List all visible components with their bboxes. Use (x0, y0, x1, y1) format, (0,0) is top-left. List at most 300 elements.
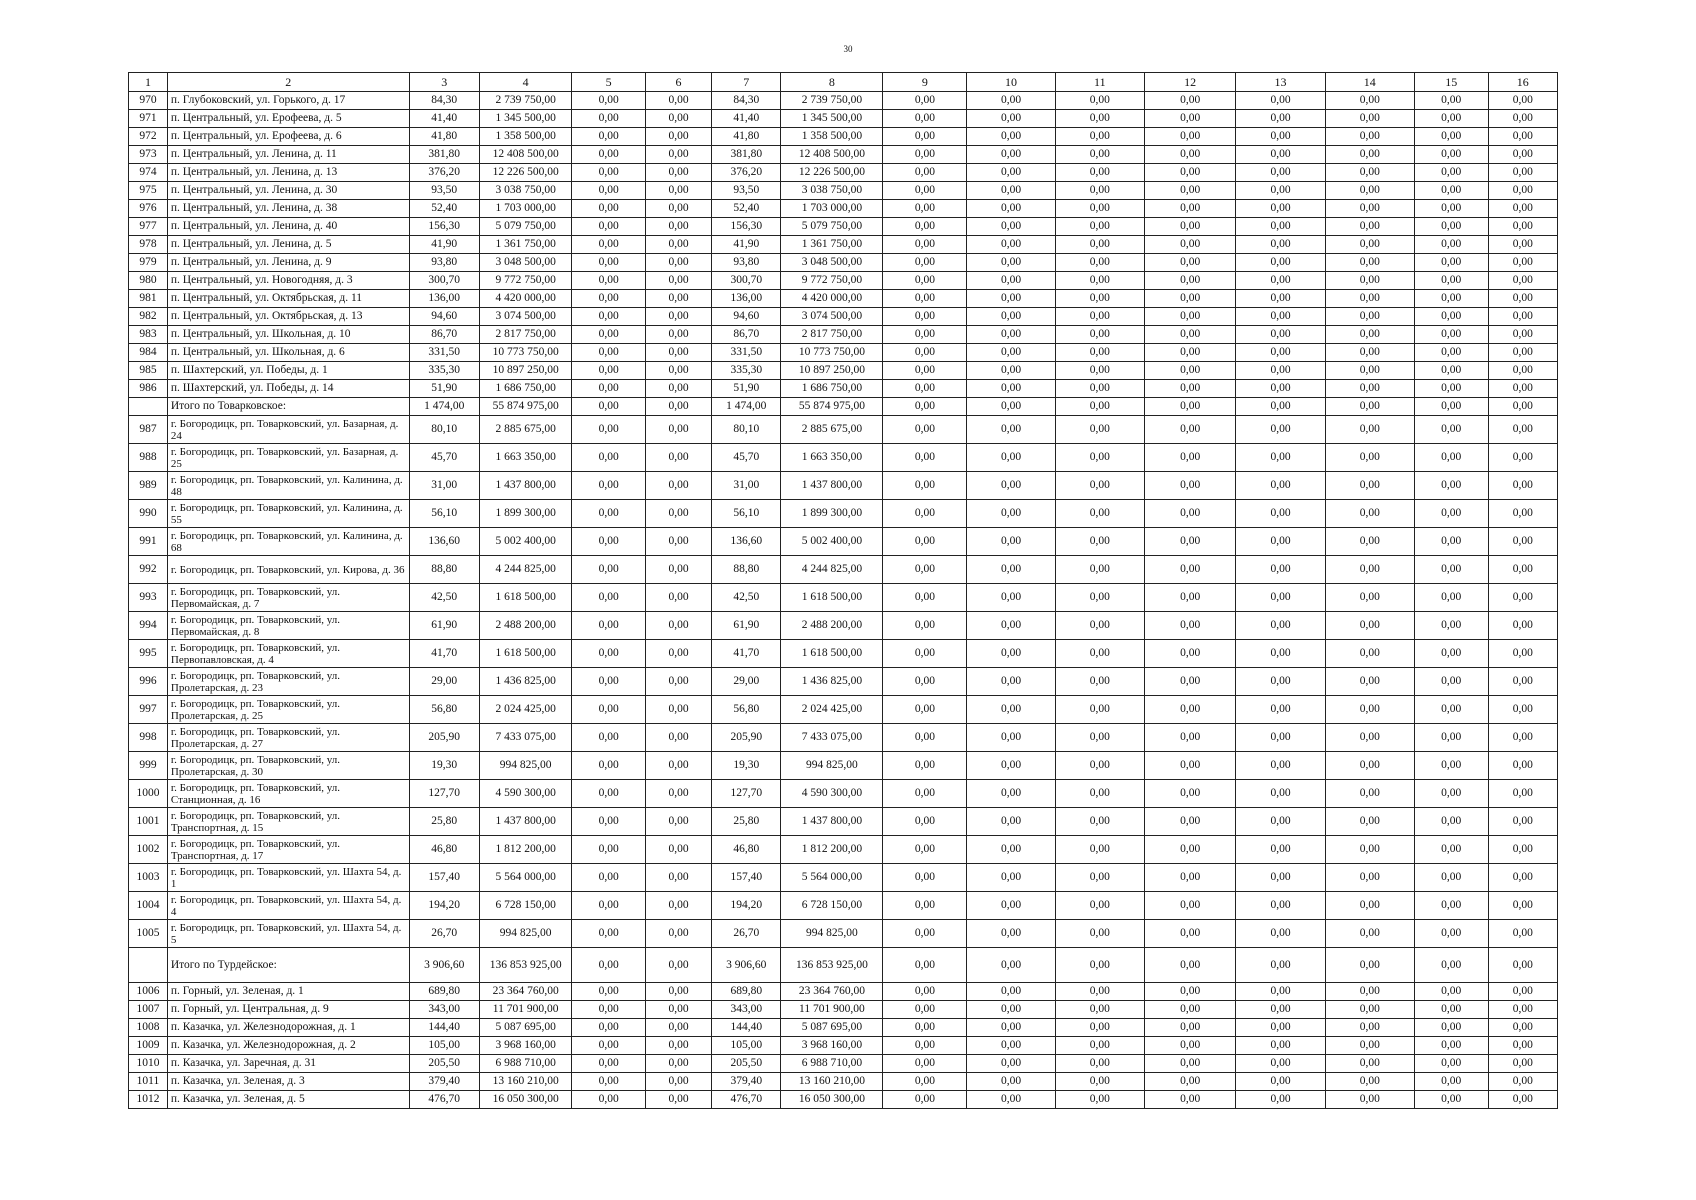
col16-cell: 0,00 (1488, 272, 1558, 290)
col5-cell: 0,00 (572, 724, 646, 752)
col7-cell: 41,70 (712, 640, 781, 668)
col13-cell: 0,00 (1236, 948, 1325, 983)
area-cell: 157,40 (409, 864, 479, 892)
col16-cell: 0,00 (1488, 752, 1558, 780)
cost-cell: 2 739 750,00 (479, 92, 571, 110)
address-cell: п. Центральный, ул. Ерофеева, д. 5 (167, 110, 409, 128)
col15-cell: 0,00 (1414, 236, 1488, 254)
col8-cell: 3 038 750,00 (781, 182, 883, 200)
col8-cell: 1 663 350,00 (781, 444, 883, 472)
col10-cell: 0,00 (967, 500, 1055, 528)
area-cell: 86,70 (409, 326, 479, 344)
row-number: 973 (129, 146, 168, 164)
col10-cell: 0,00 (967, 380, 1055, 398)
address-cell: п. Казачка, ул. Зеленая, д. 3 (167, 1073, 409, 1091)
col10-cell: 0,00 (967, 1019, 1055, 1037)
col11-cell: 0,00 (1055, 1055, 1144, 1073)
col12-cell: 0,00 (1144, 200, 1235, 218)
row-number: 988 (129, 444, 168, 472)
area-cell: 335,30 (409, 362, 479, 380)
col11-cell: 0,00 (1055, 808, 1144, 836)
col13-cell: 0,00 (1236, 236, 1325, 254)
address-cell: п. Центральный, ул. Ленина, д. 38 (167, 200, 409, 218)
col13-cell: 0,00 (1236, 780, 1325, 808)
col13-cell: 0,00 (1236, 92, 1325, 110)
table-row (129, 612, 1558, 640)
col9-cell: 0,00 (883, 612, 967, 640)
column-header: 7 (712, 73, 781, 92)
col12-cell: 0,00 (1144, 1055, 1235, 1073)
col12-cell: 0,00 (1144, 500, 1235, 528)
col13-cell: 0,00 (1236, 668, 1325, 696)
address-cell: п. Центральный, ул. Ерофеева, д. 6 (167, 128, 409, 146)
address-cell: г. Богородицк, рп. Товарковский, ул. Калинина, д. 68 (167, 528, 409, 556)
col12-cell: 0,00 (1144, 612, 1235, 640)
col11-cell: 0,00 (1055, 380, 1144, 398)
area-cell: 19,30 (409, 752, 479, 780)
col9-cell: 0,00 (883, 444, 967, 472)
col13-cell: 0,00 (1236, 864, 1325, 892)
col5-cell: 0,00 (572, 983, 646, 1001)
area-cell: 41,70 (409, 640, 479, 668)
column-header: 3 (409, 73, 479, 92)
table-row (129, 218, 1558, 236)
table-row (129, 290, 1558, 308)
address-cell: п. Шахтерский, ул. Победы, д. 1 (167, 362, 409, 380)
col15-cell: 0,00 (1414, 128, 1488, 146)
col12-cell: 0,00 (1144, 864, 1235, 892)
table-row (129, 528, 1558, 556)
col10-cell: 0,00 (967, 236, 1055, 254)
col16-cell: 0,00 (1488, 1073, 1558, 1091)
col9-cell: 0,00 (883, 584, 967, 612)
col8-cell: 12 226 500,00 (781, 164, 883, 182)
area-cell: 88,80 (409, 556, 479, 584)
col14-cell: 0,00 (1325, 1037, 1414, 1055)
col11-cell: 0,00 (1055, 236, 1144, 254)
col9-cell: 0,00 (883, 640, 967, 668)
table-row (129, 752, 1558, 780)
cost-cell: 1 436 825,00 (479, 668, 571, 696)
col9-cell: 0,00 (883, 1091, 967, 1109)
cost-cell: 994 825,00 (479, 752, 571, 780)
col14-cell: 0,00 (1325, 808, 1414, 836)
col14-cell: 0,00 (1325, 556, 1414, 584)
col7-cell: 689,80 (712, 983, 781, 1001)
area-cell: 205,50 (409, 1055, 479, 1073)
col8-cell: 16 050 300,00 (781, 1091, 883, 1109)
col15-cell: 0,00 (1414, 808, 1488, 836)
table-body (129, 73, 1558, 1109)
col5-cell: 0,00 (572, 612, 646, 640)
col13-cell: 0,00 (1236, 290, 1325, 308)
col6-cell: 0,00 (645, 444, 711, 472)
col16-cell: 0,00 (1488, 326, 1558, 344)
col8-cell: 1 361 750,00 (781, 236, 883, 254)
col13-cell: 0,00 (1236, 362, 1325, 380)
col6-cell: 0,00 (645, 948, 711, 983)
col12-cell: 0,00 (1144, 1019, 1235, 1037)
area-cell: 205,90 (409, 724, 479, 752)
area-cell: 194,20 (409, 892, 479, 920)
column-header: 15 (1414, 73, 1488, 92)
address-cell: г. Богородицк, рп. Товарковский, ул. Базарная, д. 24 (167, 416, 409, 444)
col15-cell: 0,00 (1414, 892, 1488, 920)
col7-cell: 52,40 (712, 200, 781, 218)
col16-cell: 0,00 (1488, 696, 1558, 724)
col11-cell: 0,00 (1055, 500, 1144, 528)
col16-cell: 0,00 (1488, 1037, 1558, 1055)
address-cell: п. Глубоковский, ул. Горького, д. 17 (167, 92, 409, 110)
col16-cell: 0,00 (1488, 110, 1558, 128)
col13-cell: 0,00 (1236, 1037, 1325, 1055)
table-row (129, 584, 1558, 612)
col9-cell: 0,00 (883, 272, 967, 290)
col10-cell: 0,00 (967, 254, 1055, 272)
col6-cell: 0,00 (645, 110, 711, 128)
col12-cell: 0,00 (1144, 1001, 1235, 1019)
table-row (129, 344, 1558, 362)
cost-cell: 2 024 425,00 (479, 696, 571, 724)
col13-cell: 0,00 (1236, 983, 1325, 1001)
col6-cell: 0,00 (645, 182, 711, 200)
address-cell: г. Богородицк, рп. Товарковский, ул. Кирова, д. 36 (167, 556, 409, 584)
table-row (129, 1001, 1558, 1019)
address-cell: г. Богородицк, рп. Товарковский, ул. Шахта 54, д. 5 (167, 920, 409, 948)
address-cell: п. Центральный, ул. Ленина, д. 9 (167, 254, 409, 272)
cost-cell: 1 618 500,00 (479, 584, 571, 612)
row-number: 1011 (129, 1073, 168, 1091)
column-header: 6 (645, 73, 711, 92)
col10-cell: 0,00 (967, 110, 1055, 128)
col9-cell: 0,00 (883, 948, 967, 983)
col15-cell: 0,00 (1414, 612, 1488, 640)
col6-cell: 0,00 (645, 92, 711, 110)
col7-cell: 41,80 (712, 128, 781, 146)
col9-cell: 0,00 (883, 416, 967, 444)
col9-cell: 0,00 (883, 236, 967, 254)
col14-cell: 0,00 (1325, 1001, 1414, 1019)
col12-cell: 0,00 (1144, 218, 1235, 236)
row-number: 1000 (129, 780, 168, 808)
table-row (129, 380, 1558, 398)
address-cell: п. Центральный, ул. Ленина, д. 11 (167, 146, 409, 164)
col14-cell: 0,00 (1325, 290, 1414, 308)
col12-cell: 0,00 (1144, 416, 1235, 444)
col6-cell: 0,00 (645, 696, 711, 724)
col14-cell: 0,00 (1325, 612, 1414, 640)
table-row (129, 892, 1558, 920)
row-number: 983 (129, 326, 168, 344)
col10-cell: 0,00 (967, 556, 1055, 584)
col5-cell: 0,00 (572, 164, 646, 182)
col9-cell: 0,00 (883, 528, 967, 556)
col10-cell: 0,00 (967, 1001, 1055, 1019)
col15-cell: 0,00 (1414, 1037, 1488, 1055)
cost-cell: 23 364 760,00 (479, 983, 571, 1001)
col6-cell: 0,00 (645, 864, 711, 892)
col7-cell: 156,30 (712, 218, 781, 236)
column-header: 4 (479, 73, 571, 92)
col11-cell: 0,00 (1055, 218, 1144, 236)
area-cell: 45,70 (409, 444, 479, 472)
col9-cell: 0,00 (883, 1019, 967, 1037)
table-row (129, 416, 1558, 444)
row-number: 994 (129, 612, 168, 640)
row-number: 970 (129, 92, 168, 110)
col14-cell: 0,00 (1325, 920, 1414, 948)
col12-cell: 0,00 (1144, 948, 1235, 983)
row-number: 972 (129, 128, 168, 146)
col11-cell: 0,00 (1055, 948, 1144, 983)
col12-cell: 0,00 (1144, 380, 1235, 398)
col10-cell: 0,00 (967, 920, 1055, 948)
col14-cell: 0,00 (1325, 584, 1414, 612)
col14-cell: 0,00 (1325, 752, 1414, 780)
col10-cell: 0,00 (967, 362, 1055, 380)
area-cell: 29,00 (409, 668, 479, 696)
col6-cell: 0,00 (645, 892, 711, 920)
col7-cell: 379,40 (712, 1073, 781, 1091)
col5-cell: 0,00 (572, 326, 646, 344)
col16-cell: 0,00 (1488, 218, 1558, 236)
col12-cell: 0,00 (1144, 808, 1235, 836)
area-cell: 343,00 (409, 1001, 479, 1019)
col8-cell: 5 002 400,00 (781, 528, 883, 556)
col11-cell: 0,00 (1055, 864, 1144, 892)
col15-cell: 0,00 (1414, 272, 1488, 290)
table-row (129, 668, 1558, 696)
col13-cell: 0,00 (1236, 200, 1325, 218)
col11-cell: 0,00 (1055, 752, 1144, 780)
col8-cell: 1 618 500,00 (781, 640, 883, 668)
table-row (129, 362, 1558, 380)
col15-cell: 0,00 (1414, 528, 1488, 556)
col9-cell: 0,00 (883, 556, 967, 584)
row-number: 990 (129, 500, 168, 528)
col6-cell: 0,00 (645, 808, 711, 836)
column-header: 8 (781, 73, 883, 92)
row-number: 1006 (129, 983, 168, 1001)
col15-cell: 0,00 (1414, 398, 1488, 416)
col9-cell: 0,00 (883, 864, 967, 892)
table-row (129, 146, 1558, 164)
col15-cell: 0,00 (1414, 500, 1488, 528)
col14-cell: 0,00 (1325, 380, 1414, 398)
col12-cell: 0,00 (1144, 640, 1235, 668)
cost-cell: 3 048 500,00 (479, 254, 571, 272)
col16-cell: 0,00 (1488, 254, 1558, 272)
col8-cell: 1 436 825,00 (781, 668, 883, 696)
table-row (129, 308, 1558, 326)
col12-cell: 0,00 (1144, 668, 1235, 696)
col5-cell: 0,00 (572, 584, 646, 612)
cost-cell: 7 433 075,00 (479, 724, 571, 752)
col7-cell: 45,70 (712, 444, 781, 472)
col10-cell: 0,00 (967, 983, 1055, 1001)
area-cell: 93,50 (409, 182, 479, 200)
col16-cell: 0,00 (1488, 920, 1558, 948)
col12-cell: 0,00 (1144, 444, 1235, 472)
col11-cell: 0,00 (1055, 1019, 1144, 1037)
col16-cell: 0,00 (1488, 556, 1558, 584)
cost-cell: 1 703 000,00 (479, 200, 571, 218)
col5-cell: 0,00 (572, 362, 646, 380)
col8-cell: 55 874 975,00 (781, 398, 883, 416)
col5-cell: 0,00 (572, 254, 646, 272)
col14-cell: 0,00 (1325, 528, 1414, 556)
col14-cell: 0,00 (1325, 362, 1414, 380)
col10-cell: 0,00 (967, 640, 1055, 668)
col9-cell: 0,00 (883, 218, 967, 236)
area-cell: 331,50 (409, 344, 479, 362)
table-row (129, 200, 1558, 218)
col16-cell: 0,00 (1488, 584, 1558, 612)
col12-cell: 0,00 (1144, 1037, 1235, 1055)
column-header: 5 (572, 73, 646, 92)
cost-cell: 5 087 695,00 (479, 1019, 571, 1037)
col9-cell: 0,00 (883, 1073, 967, 1091)
area-cell: 381,80 (409, 146, 479, 164)
area-cell: 56,80 (409, 696, 479, 724)
col11-cell: 0,00 (1055, 398, 1144, 416)
cost-cell: 4 244 825,00 (479, 556, 571, 584)
col10-cell: 0,00 (967, 752, 1055, 780)
col8-cell: 4 244 825,00 (781, 556, 883, 584)
col15-cell: 0,00 (1414, 380, 1488, 398)
col14-cell: 0,00 (1325, 146, 1414, 164)
table-row (129, 696, 1558, 724)
col8-cell: 1 686 750,00 (781, 380, 883, 398)
area-cell: 41,40 (409, 110, 479, 128)
cost-cell: 10 897 250,00 (479, 362, 571, 380)
col6-cell: 0,00 (645, 836, 711, 864)
col15-cell: 0,00 (1414, 584, 1488, 612)
col13-cell: 0,00 (1236, 892, 1325, 920)
col7-cell: 3 906,60 (712, 948, 781, 983)
col5-cell: 0,00 (572, 218, 646, 236)
col10-cell: 0,00 (967, 1055, 1055, 1073)
col15-cell: 0,00 (1414, 290, 1488, 308)
col16-cell: 0,00 (1488, 780, 1558, 808)
col13-cell: 0,00 (1236, 308, 1325, 326)
col13-cell: 0,00 (1236, 326, 1325, 344)
col6-cell: 0,00 (645, 612, 711, 640)
col14-cell: 0,00 (1325, 92, 1414, 110)
col11-cell: 0,00 (1055, 92, 1144, 110)
address-cell: п. Горный, ул. Зеленая, д. 1 (167, 983, 409, 1001)
col10-cell: 0,00 (967, 344, 1055, 362)
col10-cell: 0,00 (967, 808, 1055, 836)
col12-cell: 0,00 (1144, 472, 1235, 500)
col14-cell: 0,00 (1325, 398, 1414, 416)
address-cell: п. Центральный, ул. Школьная, д. 6 (167, 344, 409, 362)
col9-cell: 0,00 (883, 1037, 967, 1055)
col16-cell: 0,00 (1488, 836, 1558, 864)
col16-cell: 0,00 (1488, 640, 1558, 668)
col5-cell: 0,00 (572, 272, 646, 290)
col12-cell: 0,00 (1144, 556, 1235, 584)
col14-cell: 0,00 (1325, 182, 1414, 200)
col11-cell: 0,00 (1055, 444, 1144, 472)
area-cell: 379,40 (409, 1073, 479, 1091)
col14-cell: 0,00 (1325, 640, 1414, 668)
table-row (129, 182, 1558, 200)
cost-cell: 1 437 800,00 (479, 472, 571, 500)
col8-cell: 2 024 425,00 (781, 696, 883, 724)
col6-cell: 0,00 (645, 1073, 711, 1091)
col10-cell: 0,00 (967, 948, 1055, 983)
col8-cell: 1 358 500,00 (781, 128, 883, 146)
col7-cell: 61,90 (712, 612, 781, 640)
page-number: 30 (843, 44, 853, 54)
col9-cell: 0,00 (883, 668, 967, 696)
col10-cell: 0,00 (967, 92, 1055, 110)
col16-cell: 0,00 (1488, 808, 1558, 836)
column-header: 13 (1236, 73, 1325, 92)
table-row (129, 472, 1558, 500)
col16-cell: 0,00 (1488, 200, 1558, 218)
col13-cell: 0,00 (1236, 380, 1325, 398)
col16-cell: 0,00 (1488, 344, 1558, 362)
col15-cell: 0,00 (1414, 416, 1488, 444)
col8-cell: 4 420 000,00 (781, 290, 883, 308)
address-cell: п. Центральный, ул. Октябрьская, д. 11 (167, 290, 409, 308)
table-row (129, 864, 1558, 892)
col16-cell: 0,00 (1488, 290, 1558, 308)
col12-cell: 0,00 (1144, 236, 1235, 254)
col8-cell: 6 728 150,00 (781, 892, 883, 920)
col9-cell: 0,00 (883, 362, 967, 380)
col6-cell: 0,00 (645, 290, 711, 308)
col11-cell: 0,00 (1055, 128, 1144, 146)
col7-cell: 136,00 (712, 290, 781, 308)
address-cell: п. Центральный, ул. Ленина, д. 40 (167, 218, 409, 236)
col8-cell: 994 825,00 (781, 752, 883, 780)
col12-cell: 0,00 (1144, 752, 1235, 780)
col14-cell: 0,00 (1325, 200, 1414, 218)
cost-cell: 1 618 500,00 (479, 640, 571, 668)
cost-cell: 1 812 200,00 (479, 836, 571, 864)
table-row (129, 983, 1558, 1001)
col9-cell: 0,00 (883, 164, 967, 182)
col11-cell: 0,00 (1055, 640, 1144, 668)
cost-cell: 10 773 750,00 (479, 344, 571, 362)
col7-cell: 1 474,00 (712, 398, 781, 416)
col7-cell: 194,20 (712, 892, 781, 920)
col15-cell: 0,00 (1414, 864, 1488, 892)
col9-cell: 0,00 (883, 92, 967, 110)
cost-cell: 5 002 400,00 (479, 528, 571, 556)
table-row (129, 1073, 1558, 1091)
col10-cell: 0,00 (967, 182, 1055, 200)
col16-cell: 0,00 (1488, 1001, 1558, 1019)
col8-cell: 5 087 695,00 (781, 1019, 883, 1037)
row-number: 987 (129, 416, 168, 444)
col10-cell: 0,00 (967, 272, 1055, 290)
col13-cell: 0,00 (1236, 416, 1325, 444)
col16-cell: 0,00 (1488, 528, 1558, 556)
col5-cell: 0,00 (572, 200, 646, 218)
cost-cell: 1 899 300,00 (479, 500, 571, 528)
col5-cell: 0,00 (572, 836, 646, 864)
col8-cell: 23 364 760,00 (781, 983, 883, 1001)
col11-cell: 0,00 (1055, 668, 1144, 696)
col5-cell: 0,00 (572, 1019, 646, 1037)
col11-cell: 0,00 (1055, 416, 1144, 444)
col10-cell: 0,00 (967, 200, 1055, 218)
cost-cell: 4 420 000,00 (479, 290, 571, 308)
